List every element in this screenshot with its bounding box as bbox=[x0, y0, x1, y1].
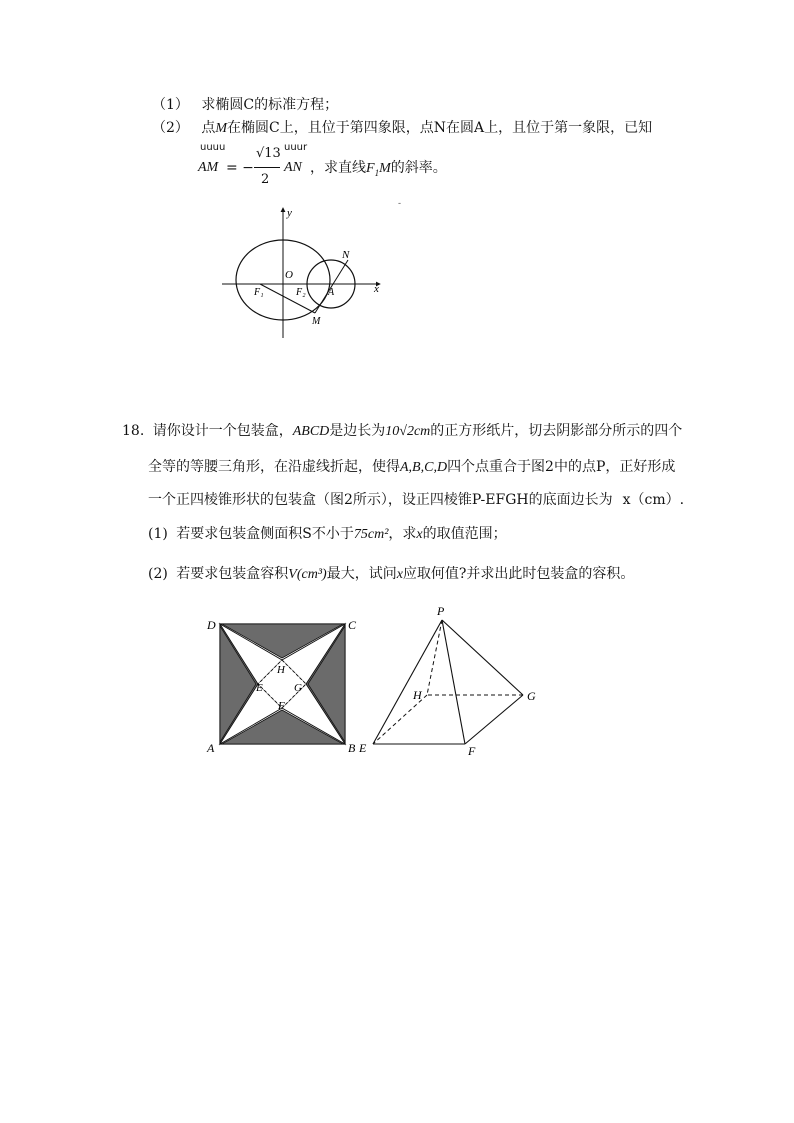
q17-part1-text: 求椭圆C的标准方程； bbox=[201, 97, 339, 113]
label-a: A bbox=[328, 287, 335, 298]
points-abcd: A,B,C,D bbox=[400, 460, 448, 475]
figure-pyramid bbox=[355, 602, 555, 762]
q18-x-cm: x（cm）. bbox=[622, 492, 685, 508]
label-n: N bbox=[342, 249, 350, 261]
q18-sub1-text-b: ，求 bbox=[388, 526, 417, 542]
q17-vector-equation bbox=[198, 140, 498, 194]
fraction-bar bbox=[254, 167, 280, 168]
edge-pe bbox=[373, 620, 442, 744]
q18-sub1-number: (1) bbox=[148, 526, 168, 542]
q18-l1-text-c: 的正方形纸片，切去阴影部分所示的四个 bbox=[430, 423, 683, 439]
m-label: M bbox=[379, 161, 391, 176]
var-x-1: x bbox=[416, 527, 423, 542]
label-m: M bbox=[312, 316, 321, 327]
tail-text-a: ，求直线 bbox=[310, 160, 366, 176]
q17-part2-text-b: 在椭圆C上，且位于第四象限，点N在圆A上，且位于第一象限，已知 bbox=[227, 120, 653, 136]
label-p: P bbox=[437, 604, 445, 618]
q18-number: 18. bbox=[122, 423, 145, 439]
edge-he bbox=[373, 695, 427, 744]
label-f: F bbox=[468, 744, 476, 758]
vector-arrow-am: uuuu bbox=[200, 142, 226, 153]
sqrt-13: √13 bbox=[256, 146, 281, 161]
label-c: C bbox=[348, 618, 357, 632]
q18-sub1-text-c: 的取值范围； bbox=[422, 526, 507, 542]
edge-ph bbox=[427, 620, 442, 695]
label-b: B bbox=[348, 741, 356, 755]
area-value: 75cm² bbox=[353, 527, 389, 542]
edge-fg bbox=[465, 695, 523, 744]
q17-part2-text-a: 点 bbox=[201, 120, 216, 136]
side-length-value: 10√2cm bbox=[385, 424, 431, 439]
equals-minus: = − bbox=[226, 160, 254, 176]
volume-label: V(cm³) bbox=[288, 567, 327, 582]
figure-ellipse-circle bbox=[222, 200, 440, 340]
abcd-label: ABCD bbox=[292, 424, 330, 439]
q18-line2 bbox=[148, 457, 675, 478]
q18-l1-text-a: 请你设计一个包装盒， bbox=[152, 423, 293, 439]
q18-l1-text-b: 是边长为 bbox=[329, 423, 386, 439]
q18-sub2-text-b: 最大，试问 bbox=[326, 566, 397, 582]
q18-sub1 bbox=[148, 524, 507, 545]
point-m: M bbox=[215, 121, 228, 136]
label-o: O bbox=[285, 269, 293, 281]
q18-sub2-number: (2) bbox=[148, 566, 168, 582]
label-f2: F₂ bbox=[296, 287, 306, 298]
label-g: G bbox=[527, 689, 536, 703]
line-f1-m bbox=[260, 284, 315, 313]
label-h: H bbox=[277, 664, 285, 676]
f1-label: F bbox=[366, 161, 375, 176]
label-d: D bbox=[207, 618, 216, 632]
q17-part2-line1 bbox=[152, 118, 652, 139]
q18-line3 bbox=[148, 490, 684, 510]
var-x-2: x bbox=[396, 567, 403, 582]
label-x: x bbox=[374, 283, 379, 295]
f1-subscript: 1 bbox=[374, 167, 380, 178]
q18-line1 bbox=[122, 421, 682, 442]
label-y: y bbox=[287, 207, 292, 219]
label-f: F bbox=[278, 700, 285, 712]
q17-part1-number: （1） bbox=[152, 97, 189, 113]
label-e: E bbox=[359, 741, 367, 755]
q18-sub1-text-a: 若要求包装盒侧面积S不小于 bbox=[176, 526, 354, 542]
label-h: H bbox=[413, 688, 422, 702]
stray-mark: - bbox=[398, 200, 402, 209]
q18-sub2-text-a: 若要求包装盒容积 bbox=[176, 566, 289, 582]
figure-square-net bbox=[200, 612, 360, 757]
denominator-2: 2 bbox=[261, 172, 270, 187]
vector-an: AN bbox=[284, 160, 302, 175]
q18-l2-text-a: 全等的等腰三角形，在沿虚线折起，使得 bbox=[148, 459, 400, 475]
q18-l2-text-b: 四个点重合于图2中的点P，正好形成 bbox=[447, 459, 676, 475]
q18-l3-text: 一个正四棱锥形状的包装盒（图2所示），设正四棱锥P-EFGH的底面边长为 bbox=[148, 492, 613, 508]
label-f1: F₁ bbox=[254, 287, 264, 298]
q18-sub2-text-c: 应取何值?并求出此时包装盒的容积。 bbox=[402, 566, 635, 582]
label-a: A bbox=[207, 741, 215, 755]
label-g: G bbox=[294, 682, 302, 694]
q17-tail bbox=[310, 158, 447, 183]
vector-am: AM bbox=[198, 160, 219, 175]
vector-arrow-an: uuur bbox=[284, 142, 308, 153]
q18-sub2 bbox=[148, 564, 634, 585]
q17-part1 bbox=[152, 95, 338, 115]
label-e: E bbox=[256, 682, 263, 694]
q17-part2-number: （2） bbox=[152, 120, 189, 136]
tail-text-b: 的斜率。 bbox=[390, 160, 447, 176]
